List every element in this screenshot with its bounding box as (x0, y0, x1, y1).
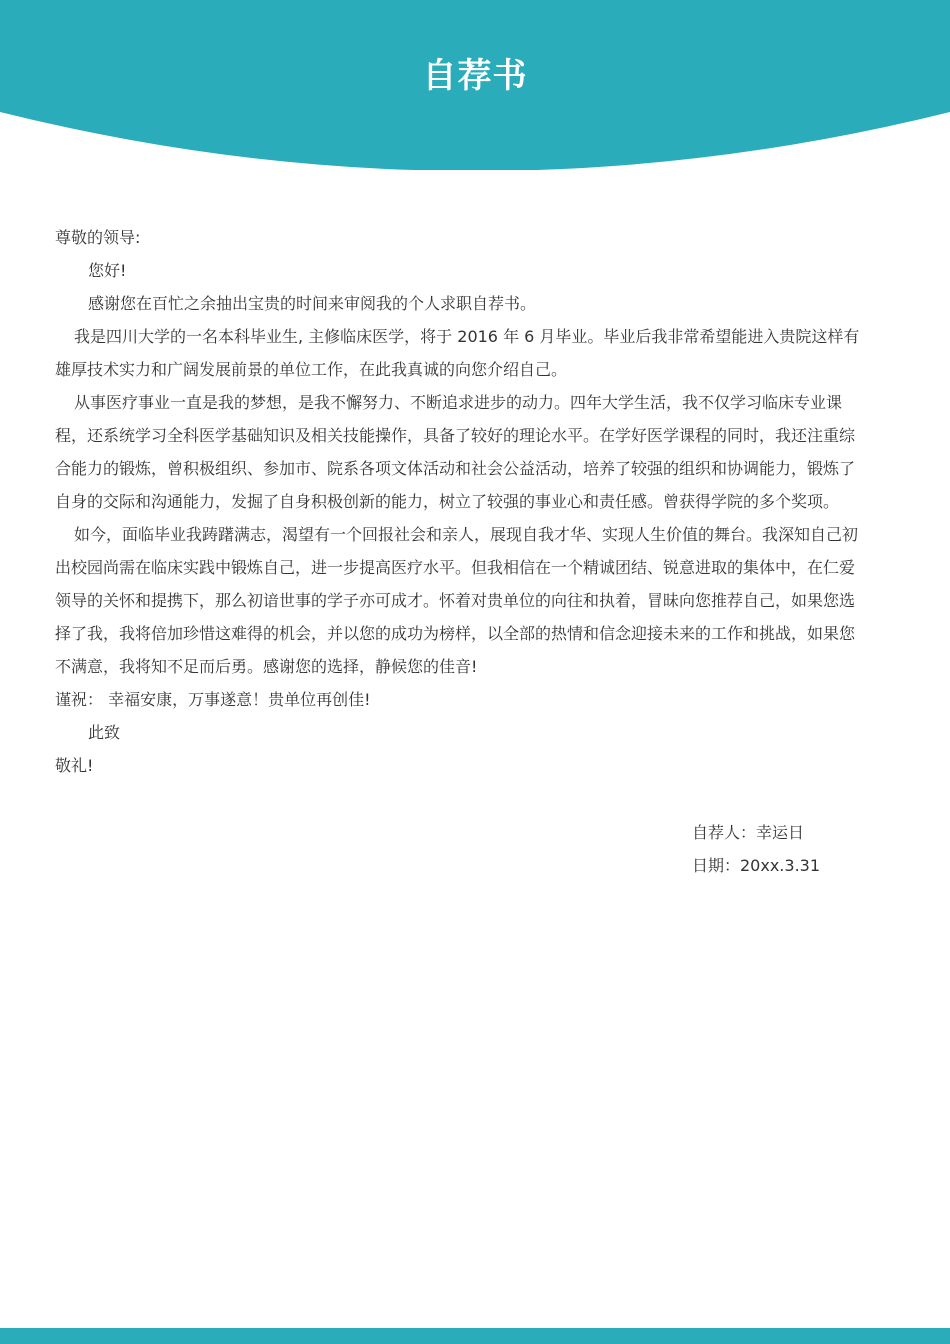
paragraph-intro: 我是四川大学的一名本科毕业生, 主修临床医学，将于 2016 年 6 月毕业。毕业后我非常希望能进入贵院这样有雄厚技术实力和广阔发展前景的单位工作，在此我真诚的向您介绍自己。 (55, 327, 860, 379)
greeting: 您好! (88, 261, 127, 280)
salutation: 尊敬的领导: (55, 228, 141, 247)
header-banner (0, 0, 950, 170)
closing-line-1: 此致 (88, 723, 121, 742)
paragraph-aspiration: 如今，面临毕业我踌躇满志，渴望有一个回报社会和亲人，展现自我才华、实现人生价值的舞台。我深知自己初出校园尚需在临床实践中锻炼自己，进一步提高医疗水平。但我相信在一个精诚团结、锐意进取的集体中，在仁爱领导的关怀和提携下，那么初谙世事的学子亦可成才。怀着对贵单位的向往和执着，冒昧向您推荐自己，如果您选择了我，我将倍加珍惜这难得的机会，并以您的成功为榜样，以全部的热情和信念迎接未来的工作和挑战，如果您不满意，我将知不足而后勇。感谢您的选择，静候您的佳音! (55, 525, 859, 676)
letter-body (55, 221, 870, 782)
wishes-line: 谨祝： 幸福安康，万事遂意！贵单位再创佳! (55, 690, 371, 709)
closing-line-2: 敬礼! (55, 756, 94, 775)
signature-date: 日期：20xx.3.31 (692, 856, 821, 875)
paragraph-experience: 从事医疗事业一直是我的梦想，是我不懈努力、不断追求进步的动力。四年大学生活，我不仅学习临床专业课程，还系统学习全科医学基础知识及相关技能操作，具备了较好的理论水平。在学好医学课程的同时，我还注重综合能力的锻炼，曾积极组织、参加市、院系各项文体活动和社会公益活动，培养了较强的组织和协调能力，锻炼了自身的交际和沟通能力，发掘了自身积极创新的能力，树立了较强的事业心和责任感。曾获得学院的多个奖项。 (55, 393, 856, 511)
signature-name: 自荐人：幸运日 (692, 823, 805, 842)
thanks-line: 感谢您在百忙之余抽出宝贵的时间来审阅我的个人求职自荐书。 (88, 294, 537, 313)
footer-bar (0, 1328, 950, 1344)
page-title: 自荐书 (422, 56, 528, 96)
signature-block (692, 816, 820, 882)
